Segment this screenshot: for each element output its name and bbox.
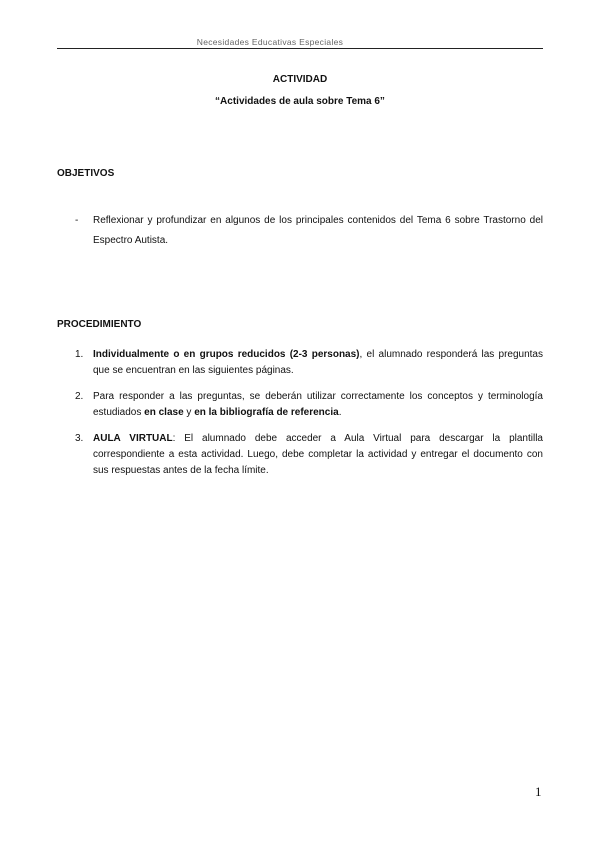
- procedimiento-item-1: [57, 347, 543, 379]
- item-end-text: .: [338, 407, 342, 418]
- document-title: ACTIVIDAD: [272, 74, 328, 85]
- item-bold-text: AULA VIRTUAL: [93, 433, 173, 444]
- item-number: 2.: [75, 391, 84, 402]
- document-subtitle: “Actividades de aula sobre Tema 6”: [215, 96, 385, 107]
- page-number: 1: [535, 784, 542, 799]
- header-divider: [57, 48, 543, 49]
- item-text: [93, 389, 543, 421]
- procedimiento-item-3: [57, 431, 543, 479]
- objetivo-text: Reflexionar y profundizar en algunos de los principales contenidos del Tema 6 sobre Trastorno del Espectro Autista.: [93, 215, 543, 246]
- dash-bullet: -: [75, 215, 79, 226]
- item-bold-text: en clase: [144, 407, 184, 418]
- item-connector-text: y: [183, 407, 195, 418]
- item-body-text: Para responder a las preguntas, se deberán utilizar correctamente los conceptos y terminología estudiados: [93, 391, 543, 418]
- item-number: 1.: [75, 349, 84, 360]
- objetivos-heading: OBJETIVOS: [57, 168, 115, 179]
- procedimiento-heading: PROCEDIMIENTO: [57, 319, 142, 330]
- item-text: [93, 347, 543, 379]
- procedimiento-item-2: [57, 389, 543, 421]
- item-bold-text: Individualmente o en grupos reducidos (2-3 personas): [93, 349, 360, 360]
- item-bold-text: en la bibliografía de referencia: [194, 407, 339, 418]
- item-body-text: , el alumnado responderá las preguntas que se encuentran en las siguientes páginas.: [93, 349, 543, 376]
- item-body-text: : El alumnado debe acceder a Aula Virtual para descargar la plantilla correspondiente a esta actividad. Luego, debe completar la actividad y entregar el documento con sus respuestas antes de la fecha límite.: [93, 433, 543, 476]
- item-text: [93, 431, 543, 479]
- objetivos-list-item: [57, 211, 543, 251]
- running-header: Necesidades Educativas Especiales: [196, 37, 344, 47]
- item-number: 3.: [75, 433, 84, 444]
